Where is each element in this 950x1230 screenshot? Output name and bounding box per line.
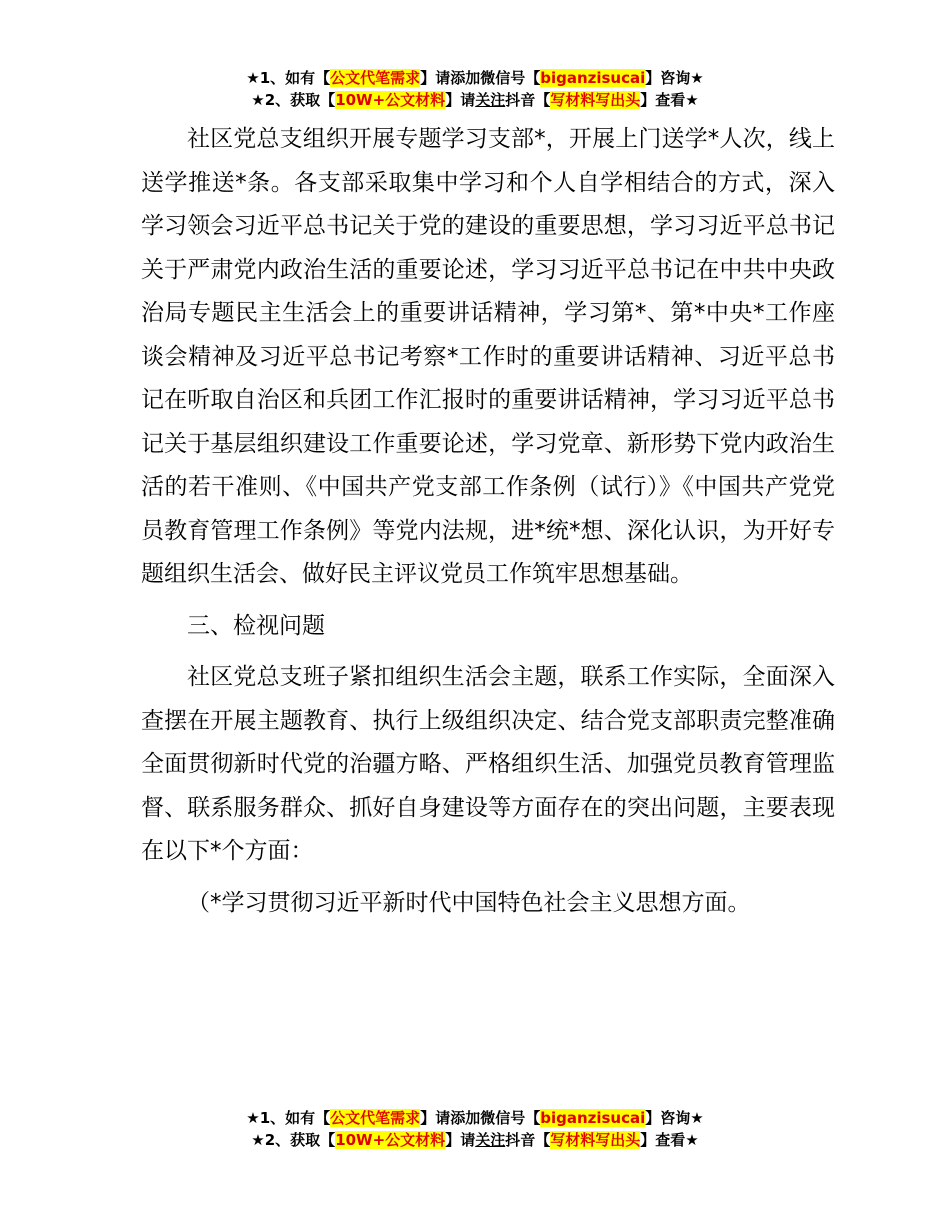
- highlight-service: 公文代笔需求: [330, 69, 421, 87]
- promo-line-2: ★2、获取【10W+公文材料】请关注抖音【写材料写出头】查看★: [251, 1131, 699, 1149]
- promo-line-1: ★1、如有【公文代笔需求】请添加微信号【biganzisucai】咨询★: [246, 69, 704, 87]
- follow-link[interactable]: 关注: [475, 1131, 506, 1149]
- paragraph-problems: 社区党总支班子紧扣组织生活会主题，联系工作实际，全面深入查摆在开展主题教育、执行上级组织决定、结合党支部职责完整准确全面贯彻新时代党的治疆方略、严格组织生活、加强党员教育管理监督、联系服务群众、抓好自身建设等方面存在的突出问题，主要表现在以下*个方面：: [141, 664, 835, 864]
- promo-banner-bottom: [0, 1107, 950, 1151]
- section-heading: 三、检视问题: [187, 612, 325, 639]
- highlight-service: 公文代笔需求: [330, 1109, 421, 1127]
- paragraph-subheading: （*学习贯彻习近平新时代中国特色社会主义思想方面。: [187, 889, 751, 916]
- highlight-materials: 10W+公文材料: [335, 91, 446, 109]
- highlight-wechat-id: biganzisucai: [540, 69, 646, 87]
- promo-line-2: ★2、获取【10W+公文材料】请关注抖音【写材料写出头】查看★: [251, 91, 699, 109]
- highlight-materials: 10W+公文材料: [335, 1131, 446, 1149]
- highlight-wechat-id: biganzisucai: [540, 1109, 646, 1127]
- promo-banner-top: [0, 67, 950, 111]
- document-body: [141, 118, 835, 925]
- promo-line-1: ★1、如有【公文代笔需求】请添加微信号【biganzisucai】咨询★: [246, 1109, 704, 1127]
- paragraph-study: 社区党总支组织开展专题学习支部*，开展上门送学*人次，线上送学推送*条。各支部采取集中学习和个人自学相结合的方式，深入学习领会习近平总书记关于党的建设的重要思想，学习习近平总书记关于严肃党内政治生活的重要论述，学习习近平总书记在中共中央政治局专题民主生活会上的重要讲话精神，学习第*、第*中央*工作座谈会精神及习近平总书记考察*工作时的重要讲话精神、习近平总书记在听取自治区和兵团工作汇报时的重要讲话精神，学习习近平总书记关于基层组织建设工作重要论述，学习党章、新形势下党内政治生活的若干准则、《中国共产党支部工作条例（试行）》《中国共产党党员教育管理工作条例》等党内法规，进*统*想、深化认识，为开好专题组织生活会、做好民主评议党员工作筑牢思想基础。: [141, 126, 835, 587]
- highlight-douyin-account: 写材料写出头: [550, 1131, 641, 1149]
- highlight-douyin-account: 写材料写出头: [550, 91, 641, 109]
- follow-link[interactable]: 关注: [475, 91, 506, 109]
